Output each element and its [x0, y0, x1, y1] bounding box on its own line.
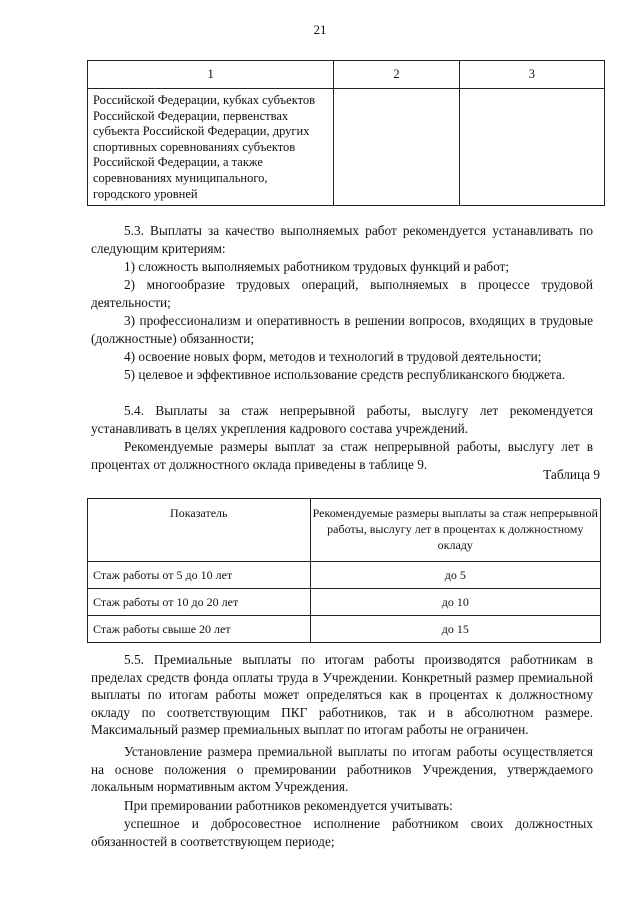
table9-caption: Таблица 9 — [543, 467, 600, 482]
paragraph-bonus-criterion-1: успешное и добросовестное исполнение работником своих должностных обязанностей в соответствующем периоде; — [91, 816, 593, 849]
criterion-2: 2) многообразие трудовых операций, выполняемых в процессе трудовой деятельности; — [91, 277, 593, 310]
table9-cell-rate: до 10 — [310, 589, 600, 616]
paragraph-table9-ref: Рекомендуемые размеры выплат за стаж непрерывной работы, выслугу лет в процентах от должностного оклада приведены в таблице 9. — [91, 439, 593, 472]
paragraph-bonus-regulation: Установление размера премиальной выплаты по итогам работы осуществляется на основе положения о премировании работников Учреждения, утверждаемого локальным нормативным актом Учреждения. — [91, 744, 593, 795]
table9-cell-rate: до 15 — [310, 616, 600, 643]
table-row — [88, 616, 601, 643]
column-header-3: 3 — [459, 61, 604, 89]
paragraph-bonus-consider: При премировании работников рекомендуется учитывать: — [124, 798, 453, 813]
table9 — [87, 498, 601, 643]
criterion-1: 1) сложность выполняемых работником трудовых функций и работ; — [124, 259, 510, 274]
page-number: 21 — [313, 22, 327, 37]
continued-table — [87, 60, 605, 206]
table-row — [88, 562, 601, 589]
paragraph-5-5: 5.5. Премиальные выплаты по итогам работы производятся работникам в пределах средств фонда оплаты труда в Учреждении. Конкретный размер премиальной выплаты по итогам работы может определяться как в процентах к должностному окладу по соответствующим ПКГ работников, так и в абсолютном размере. Максимальный размер премиальных выплат по итогам работы не ограничен. — [91, 652, 593, 738]
criterion-5: 5) целевое и эффективное использование средств республиканского бюджета. — [124, 367, 566, 382]
column-header-2: 2 — [334, 61, 459, 89]
table-cell-empty — [334, 89, 459, 206]
paragraph-5-4: 5.4. Выплаты за стаж непрерывной работы, выслугу лет рекомендуется устанавливать в целях укрепления кадрового состава учреждений. — [91, 403, 593, 436]
criterion-3: 3) профессионализм и оперативность в решении вопросов, входящих в трудовые (должностные) обязанности; — [91, 313, 593, 346]
table9-cell-rate: до 5 — [310, 562, 600, 589]
table9-cell-indicator: Стаж работы от 10 до 20 лет — [88, 589, 311, 616]
table-cell-text: Российской Федерации, кубках субъектов Российской Федерации, первенствах субъекта Российской Федерации, других спортивных соревнованиях субъектов Российской Федерации, а также соревнованиях муниципального, городского уровней — [88, 89, 334, 206]
table-cell-empty — [459, 89, 604, 206]
paragraph-5-3: 5.3. Выплаты за качество выполняемых работ рекомендуется устанавливать по следующим критериям: — [91, 223, 593, 256]
table9-header-rate: Рекомендуемые размеры выплаты за стаж непрерывной работы, выслугу лет в процентах к должностному окладу — [310, 499, 600, 562]
table9-header-indicator: Показатель — [88, 499, 311, 562]
table-row — [88, 589, 601, 616]
criterion-4: 4) освоение новых форм, методов и технологий в трудовой деятельности; — [124, 349, 542, 364]
table9-cell-indicator: Стаж работы свыше 20 лет — [88, 616, 311, 643]
table9-cell-indicator: Стаж работы от 5 до 10 лет — [88, 562, 311, 589]
column-header-1: 1 — [88, 61, 334, 89]
